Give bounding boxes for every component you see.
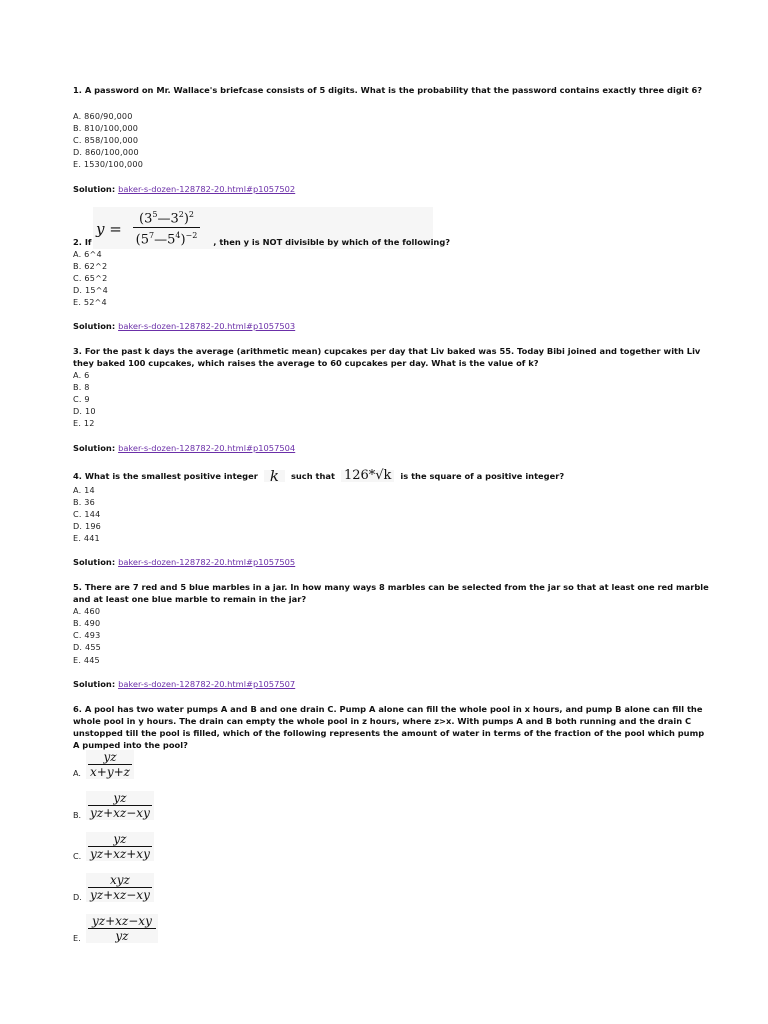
q6-option-e-denominator: yz [115,929,129,943]
q4-var-k: k [264,470,285,482]
q3-solution-label: Solution [73,443,112,453]
q4-option-c: C. 144 [73,509,101,519]
q4-text-mid: such that [290,471,335,481]
q1-option-c: C. 858/100,000 [73,135,139,145]
q4-option-d: D. 196 [73,521,102,531]
q6-option-e-fraction [86,914,158,943]
q6-option-d-fraction [86,873,154,902]
q4-solution-label: Solution [73,557,112,567]
q6-option-e-label: E. [73,933,81,943]
q2-formula-denominator: $(5^7—5^4)^{-2}$ [135,231,198,248]
q4-expression: 126*√k [341,470,394,482]
q6-option-c-fraction [86,832,154,861]
question-1-text: 1. A password on Mr. Wallace's briefcase consists of 5 digits. What is the probability that the password contains exactly three digit 6? [73,85,703,95]
q6-option-d-denominator: yz+xz−xy [90,888,150,902]
q2-option-d: D. 15^4 [73,285,109,295]
q5-option-e: E. 445 [73,655,100,665]
q1-option-e: E. 1530/100,000 [73,159,144,169]
q1-solution-link[interactable]: baker-s-dozen-128782-20.html#p1057502 [118,184,296,194]
q5-solution-label: Solution [73,679,112,689]
question-2-text [73,236,713,248]
q4-text-before: 4. What is the smallest positive integer [73,471,258,481]
q6-option-c-denominator: yz+xz+xy [90,847,150,861]
q6-option-a-fraction [86,750,134,779]
q3-option-a: A. 6 [73,370,90,380]
q2-option-c: C. 65^2 [73,273,108,283]
q6-option-c-numerator: yz [113,832,127,846]
q5-option-a: A. 460 [73,606,101,616]
q1-option-a: A. 860/90,000 [73,111,133,121]
q1-solution: Solution: baker-s-dozen-128782-20.html#p1057502 [73,184,296,194]
q4-option-b: B. 36 [73,497,95,507]
question-6-text: 6. A pool has two water pumps A and B and one drain C. Pump A alone can fill the whole pool in x hours, and pump B alone can fill the whole pool in y hours. The drain can empty the whole pool in z hours, where z>x. With pumps A and B both running and the drain C unstopped till the pool is filled, which of the following represents the amount of water in terms of the fraction of the pool which pump A pumped into the pool? [73,704,705,750]
q5-solution: Solution: baker-s-dozen-128782-20.html#p1057507 [73,679,296,689]
q6-option-b-numerator: yz [113,791,127,805]
q6-option-e-numerator: yz+xz−xy [92,914,152,928]
q4-option-e: E. 441 [73,533,100,543]
q5-option-b: B. 490 [73,618,101,628]
q1-solution-label: Solution [73,184,112,194]
q6-option-a-label: A. [73,768,81,778]
q6-option-d-numerator: xyz [109,873,130,887]
q2-solution: Solution: baker-s-dozen-128782-20.html#p1057503 [73,321,296,331]
q2-option-e: E. 52^4 [73,297,107,307]
q5-option-c: C. 493 [73,630,101,640]
q4-text-after: is the square of a positive integer? [400,471,565,481]
q2-formula-lhs: y = [96,220,122,238]
q6-option-d-label: D. [73,892,82,902]
question-5-text: 5. There are 7 red and 5 blue marbles in a jar. In how many ways 8 marbles can be selected from the jar so that at least one red marble and at least one blue marble to remain in the jar? [73,582,709,604]
q3-option-d: D. 10 [73,406,96,416]
q4-solution: Solution: baker-s-dozen-128782-20.html#p1057505 [73,557,296,567]
q5-solution-link[interactable]: baker-s-dozen-128782-20.html#p1057507 [118,679,296,689]
q4-solution-link[interactable]: baker-s-dozen-128782-20.html#p1057505 [118,557,296,567]
q2-formula-numerator: $(3^5—3^2)^2$ [139,210,194,227]
q6-option-c-label: C. [73,851,82,861]
q6-option-b-denominator: yz+xz−xy [90,806,150,820]
q2-option-b: B. 62^2 [73,261,108,271]
q2-text-after: , then y is NOT divisible by which of the following? [213,237,451,247]
q5-option-d: D. 455 [73,642,102,652]
q2-option-a: A. 6^4 [73,249,102,259]
q3-solution-link[interactable]: baker-s-dozen-128782-20.html#p1057504 [118,443,296,453]
q2-solution-link[interactable]: baker-s-dozen-128782-20.html#p1057503 [118,321,296,331]
q3-solution: Solution: baker-s-dozen-128782-20.html#p1057504 [73,443,296,453]
q6-option-b-label: B. [73,810,82,820]
q2-solution-label: Solution [73,321,112,331]
q6-option-a-denominator: x+y+z [90,765,130,779]
q1-option-b: B. 810/100,000 [73,123,139,133]
question-3-text: 3. For the past k days the average (arithmetic mean) cupcakes per day that Liv baked was 55. Today Bibi joined and together with Liv they baked 100 cupcakes, which raises the average to 60 cupcakes per day. What is the value of k? [73,346,701,368]
q2-text-before: 2. If [73,237,92,247]
q4-option-a: A. 14 [73,485,95,495]
q6-option-a-numerator: yz [103,750,117,764]
q6-option-b-fraction [86,791,154,820]
question-4-text [73,467,713,485]
q3-option-e: E. 12 [73,418,95,428]
q3-option-b: B. 8 [73,382,90,392]
q3-option-c: C. 9 [73,394,90,404]
q1-option-d: D. 860/100,000 [73,147,139,157]
